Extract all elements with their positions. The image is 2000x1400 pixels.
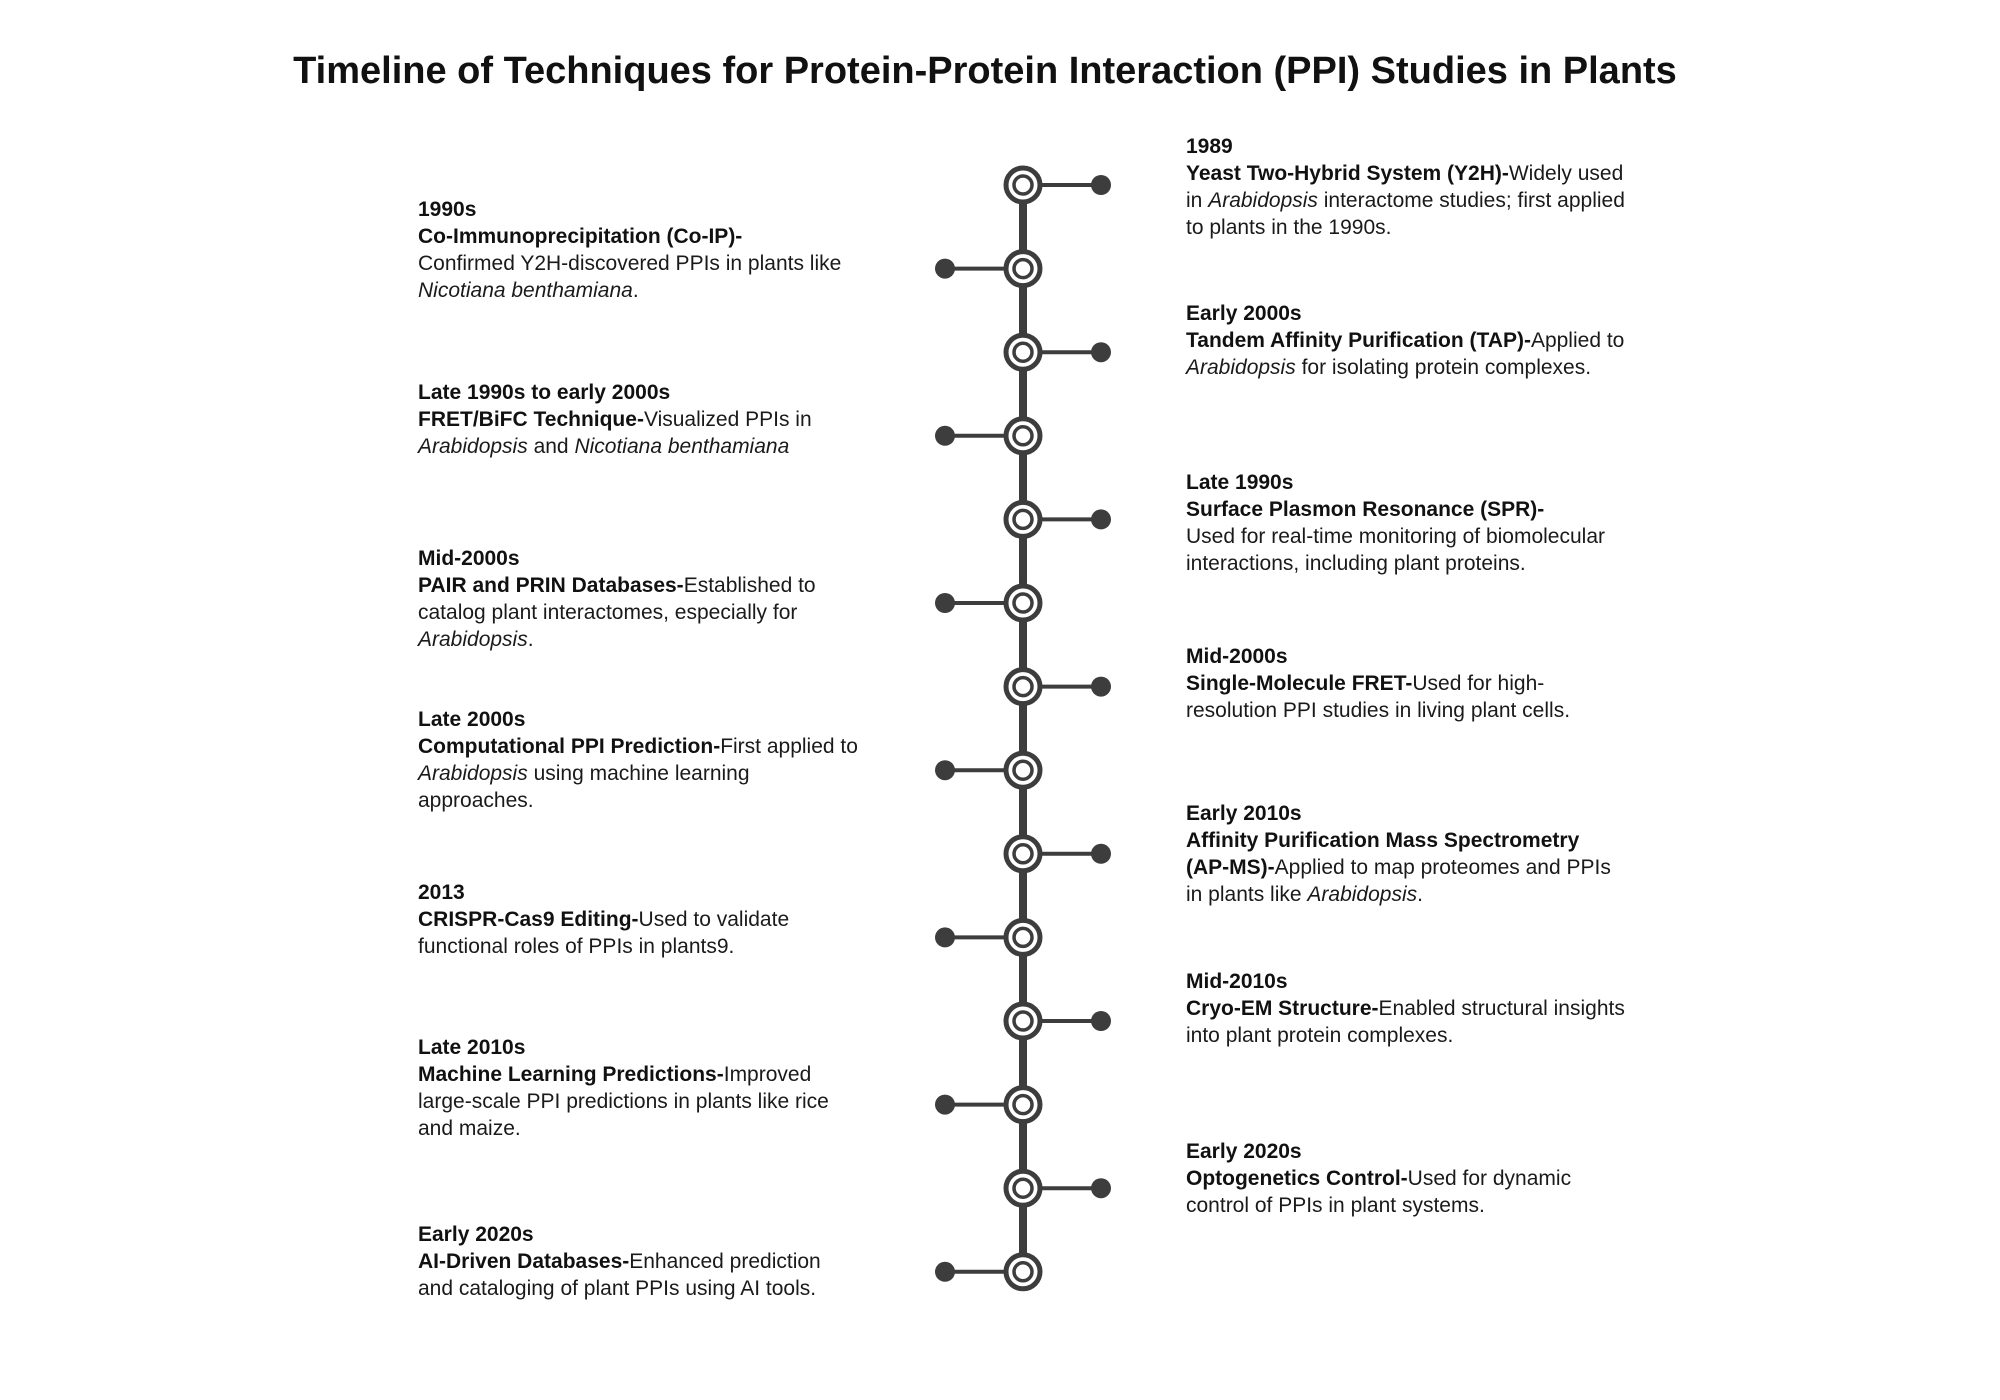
node-inner-ring — [1014, 1012, 1032, 1030]
connector-dot — [935, 259, 955, 279]
entry-technique: PAIR and PRIN Databases- — [418, 574, 684, 597]
timeline-node-ai-db — [935, 1255, 1040, 1289]
timeline-node-ml-pred — [935, 1088, 1040, 1122]
node-inner-ring — [1014, 343, 1032, 361]
entry-technique: Affinity Purification Mass Spectrometry (AP-MS)- — [1186, 829, 1580, 879]
timeline-node-crispr — [935, 920, 1040, 954]
timeline-node-fret-bifc — [935, 419, 1040, 453]
timeline-entry-ml-pred — [418, 1034, 858, 1142]
entry-description: Used for high-resolution PPI studies in living plant cells. — [1186, 672, 1571, 722]
node-inner-ring — [1014, 928, 1032, 946]
connector-dot — [1091, 677, 1111, 697]
entry-description: First applied to Arabidopsis using machine learning approaches. — [418, 735, 858, 812]
entry-description: Enhanced prediction and cataloging of plant PPIs using AI tools. — [418, 1250, 821, 1300]
connector-dot — [935, 426, 955, 446]
entry-date: Early 2000s — [1186, 302, 1302, 325]
entry-date: Early 2010s — [1186, 802, 1302, 825]
page-title: Timeline of Techniques for Protein-Protein Interaction (PPI) Studies in Plants — [293, 50, 1677, 92]
entry-description: Widely used in Arabidopsis interactome studies; first applied to plants in the 1990s. — [1186, 162, 1625, 239]
timeline-node-tap — [1006, 335, 1111, 369]
entry-description: Confirmed Y2H-discovered PPIs in plants like Nicotiana benthamiana. — [418, 252, 842, 302]
entry-date: 1989 — [1186, 135, 1233, 158]
entry-date: Late 2000s — [418, 708, 526, 731]
node-inner-ring — [1014, 1179, 1032, 1197]
connector-dot — [935, 1262, 955, 1282]
entry-date: Mid-2000s — [1186, 645, 1288, 668]
connector-dot — [935, 1095, 955, 1115]
entry-technique: Machine Learning Predictions- — [418, 1063, 724, 1086]
entry-date: Late 1990s to early 2000s — [418, 381, 671, 404]
entry-description: Enabled structural insights into plant protein complexes. — [1186, 997, 1625, 1047]
entry-technique: Optogenetics Control- — [1186, 1167, 1408, 1190]
entry-technique: FRET/BiFC Technique- — [418, 408, 644, 431]
timeline-entry-crispr — [418, 879, 858, 960]
entry-technique: Yeast Two-Hybrid System (Y2H)- — [1186, 162, 1509, 185]
timeline-entry-ap-ms — [1186, 800, 1626, 908]
entry-technique: AI-Driven Databases- — [418, 1250, 630, 1273]
node-inner-ring — [1014, 1096, 1032, 1114]
timeline-entry-spr — [1186, 469, 1626, 577]
node-inner-ring — [1014, 510, 1032, 528]
node-inner-ring — [1014, 845, 1032, 863]
timeline-entry-ai-db — [418, 1221, 858, 1302]
connector-dot — [1091, 175, 1111, 195]
entry-technique: Single-Molecule FRET- — [1186, 672, 1413, 695]
node-inner-ring — [1014, 427, 1032, 445]
timeline-node-optogenetics — [1006, 1171, 1111, 1205]
entry-date: Mid-2010s — [1186, 970, 1288, 993]
entry-technique: Tandem Affinity Purification (TAP)- — [1186, 329, 1531, 352]
connector-dot — [935, 760, 955, 780]
connector-dot — [1091, 342, 1111, 362]
timeline-entry-pair-prin — [418, 545, 858, 653]
node-inner-ring — [1014, 1263, 1032, 1281]
timeline-entry-y2h — [1186, 133, 1626, 241]
timeline-entry-coip — [418, 196, 858, 304]
timeline-entry-comp-ppi — [418, 706, 858, 814]
timeline-entry-cryo-em — [1186, 968, 1626, 1049]
entry-date: Mid-2000s — [418, 547, 520, 570]
entry-date: 1990s — [418, 198, 477, 221]
entry-description: Applied to map proteomes and PPIs in plants like Arabidopsis. — [1186, 856, 1611, 906]
timeline-entry-fret-bifc — [418, 379, 858, 460]
connector-dot — [935, 927, 955, 947]
timeline-node-y2h — [1006, 168, 1111, 202]
timeline-node-cryo-em — [1006, 1004, 1111, 1038]
entry-description: Established to catalog plant interactomes, especially for Arabidopsis. — [418, 574, 816, 651]
node-inner-ring — [1014, 260, 1032, 278]
node-inner-ring — [1014, 761, 1032, 779]
entry-date: 2013 — [418, 881, 465, 904]
entry-description: Used for dynamic control of PPIs in plant systems. — [1186, 1167, 1572, 1217]
entry-date: Late 1990s — [1186, 471, 1294, 494]
timeline-entry-smfret — [1186, 643, 1626, 724]
timeline-entry-optogenetics — [1186, 1138, 1626, 1219]
entry-technique: Cryo-EM Structure- — [1186, 997, 1379, 1020]
timeline-node-ap-ms — [1006, 837, 1111, 871]
node-inner-ring — [1014, 594, 1032, 612]
entry-technique: Co-Immunoprecipitation (Co-IP)- — [418, 225, 743, 248]
connector-dot — [1091, 1011, 1111, 1031]
timeline-node-pair-prin — [935, 586, 1040, 620]
entry-technique: Computational PPI Prediction- — [418, 735, 721, 758]
entry-description: Improved large-scale PPI predictions in plants like rice and maize. — [418, 1063, 829, 1140]
connector-dot — [1091, 509, 1111, 529]
entry-date: Early 2020s — [1186, 1140, 1302, 1163]
timeline-node-smfret — [1006, 670, 1111, 704]
connector-dot — [1091, 1178, 1111, 1198]
entry-description: Visualized PPIs in Arabidopsis and Nicotiana benthamiana — [418, 408, 812, 458]
connector-dot — [935, 593, 955, 613]
entry-description: Used to validate functional roles of PPIs in plants9. — [418, 908, 790, 958]
connector-dot — [1091, 844, 1111, 864]
node-inner-ring — [1014, 176, 1032, 194]
timeline-node-coip — [935, 252, 1040, 286]
timeline-node-spr — [1006, 502, 1111, 536]
entry-description: Applied to Arabidopsis for isolating protein complexes. — [1186, 329, 1625, 379]
node-inner-ring — [1014, 678, 1032, 696]
entry-technique: CRISPR-Cas9 Editing- — [418, 908, 639, 931]
entry-date: Late 2010s — [418, 1036, 526, 1059]
entry-date: Early 2020s — [418, 1223, 534, 1246]
entry-description: Used for real-time monitoring of biomolecular interactions, including plant proteins. — [1186, 525, 1606, 575]
timeline-node-comp-ppi — [935, 753, 1040, 787]
timeline-entry-tap — [1186, 300, 1626, 381]
entry-technique: Surface Plasmon Resonance (SPR)- — [1186, 498, 1545, 521]
